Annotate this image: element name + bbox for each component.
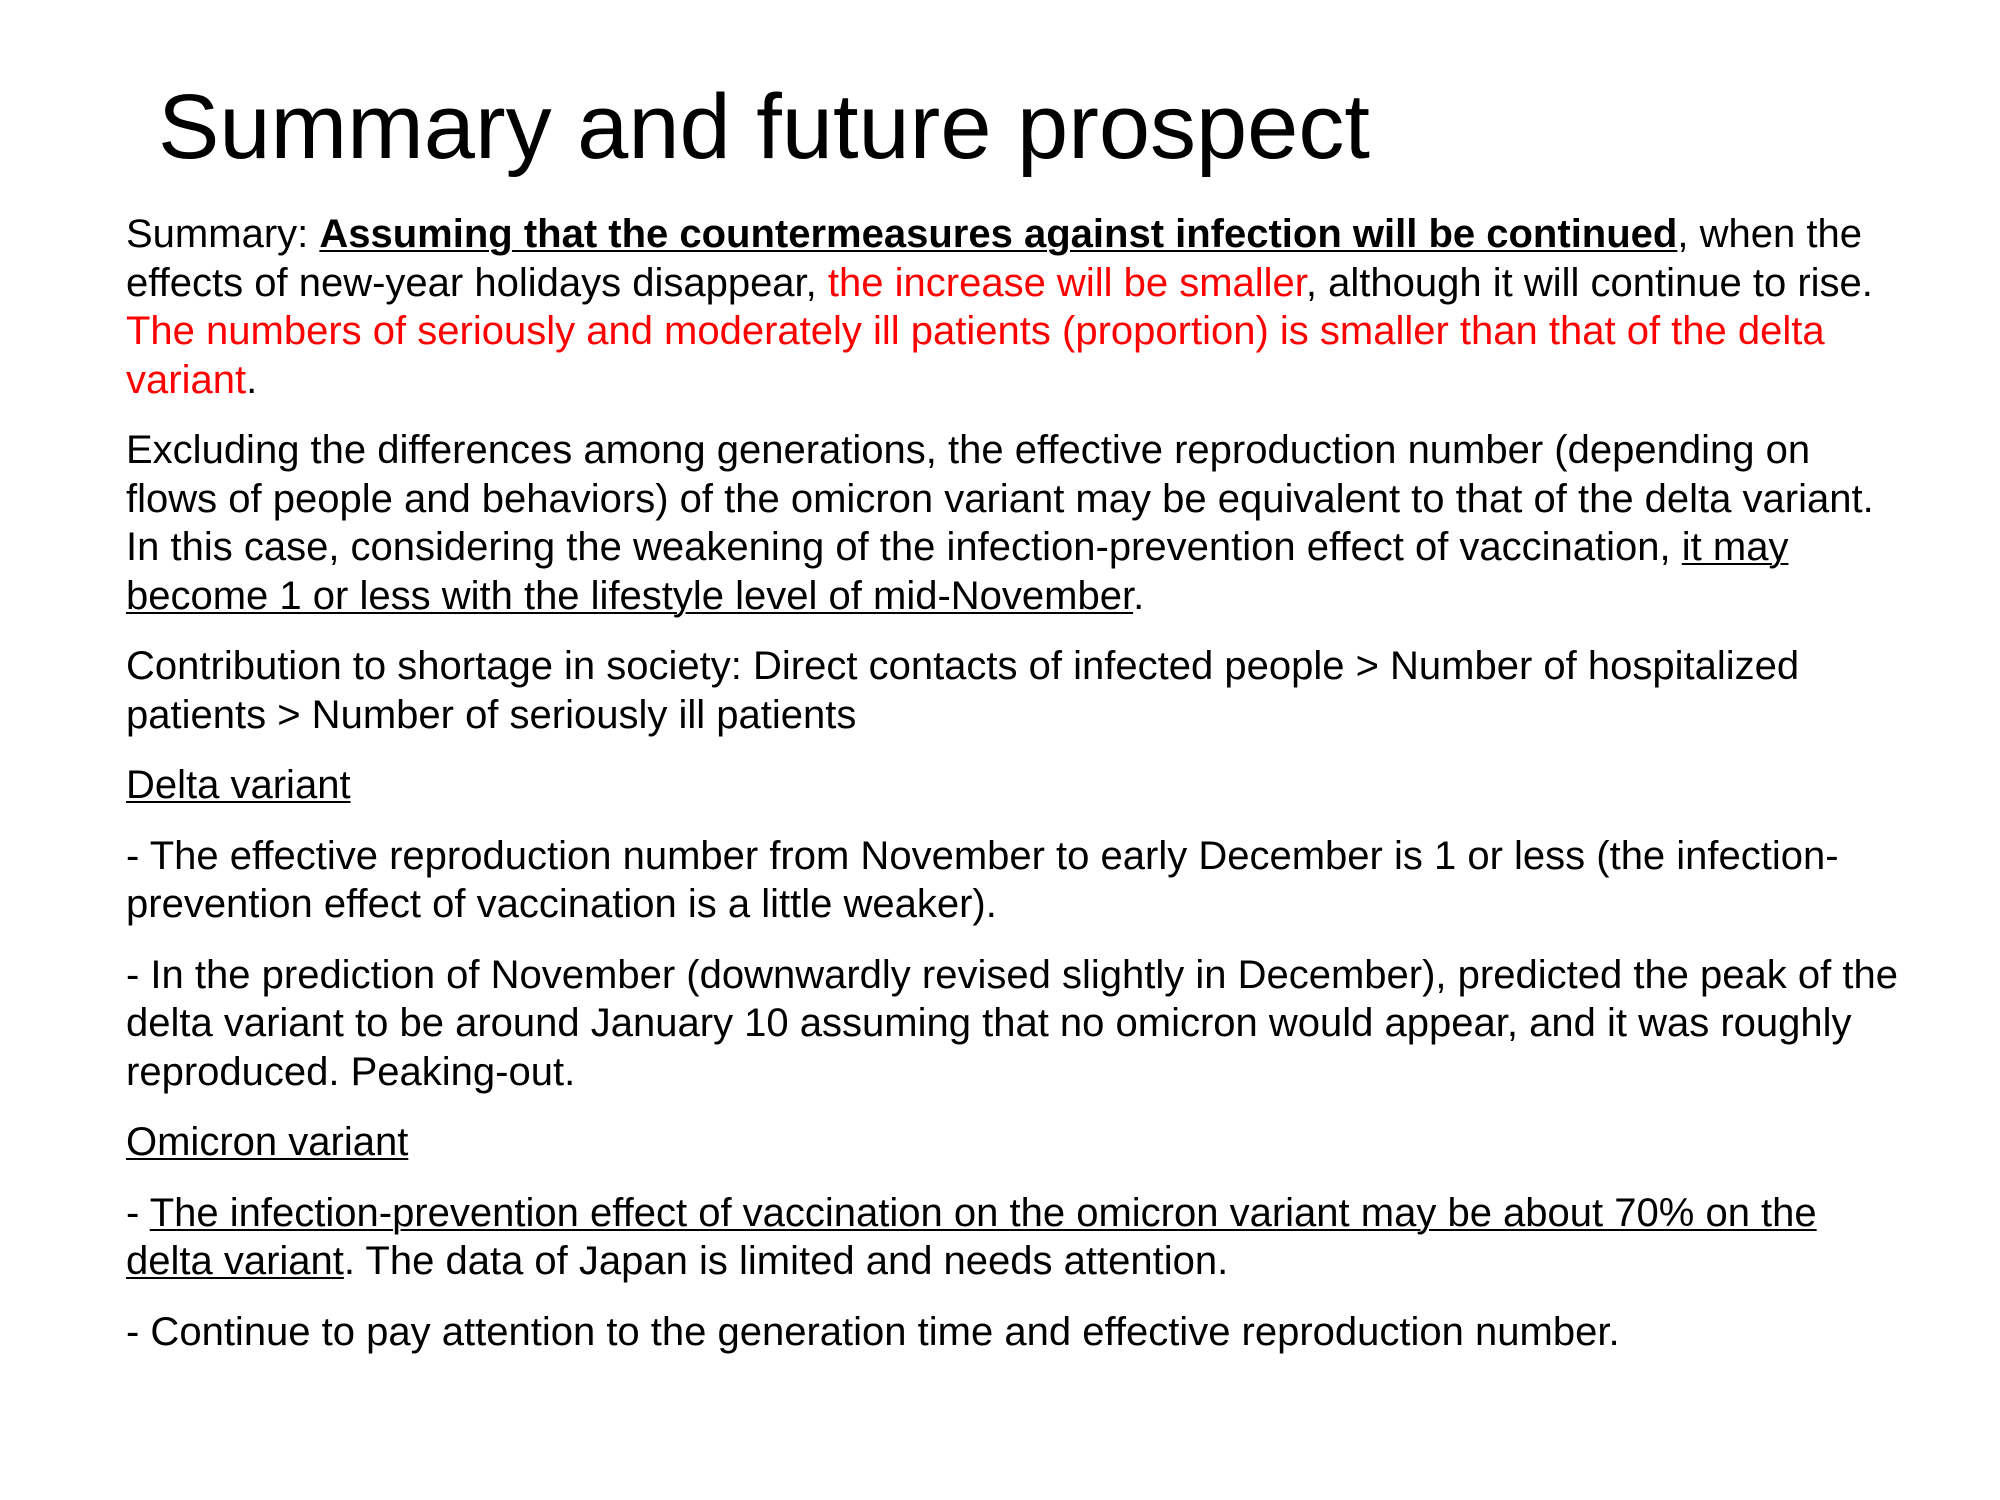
slide-content (126, 210, 1906, 1378)
excluding-end: . (1133, 573, 1145, 618)
delta-heading: Delta variant (126, 763, 351, 807)
omicron-bullet-1-rest: . The data of Japan is limited and needs attention. (343, 1239, 1229, 1283)
summary-comma: , (1677, 212, 1689, 256)
omicron-bullet-2: - Continue to pay attention to the generation time and effective reproduction number. (126, 1309, 1620, 1354)
summary-text-1: when the effects of new-year holidays disappear, (126, 212, 1862, 305)
excluding-paragraph (126, 426, 1906, 620)
delta-bullet-1: - The effective reproduction number from November to early December is 1 or less (the infection-prevention effect of vaccination is a little weaker). (126, 833, 1839, 926)
omicron-bullet-1 (126, 1189, 1906, 1286)
omicron-heading: Omicron variant (126, 1120, 409, 1164)
omicron-bullet-1-prefix: - (126, 1190, 150, 1235)
summary-assumption: Assuming that the countermeasures against infection will be continued (319, 212, 1678, 256)
contribution-paragraph: Contribution to shortage in society: Direct contacts of infected people > Number of hospitalized patients > Number of seriously ill patients (126, 644, 1800, 737)
summary-prefix: Summary: (126, 212, 320, 256)
slide-title: Summary and future prospect (158, 76, 1370, 178)
excluding-text: Excluding the differences among generations, the effective reproduction number (depending on flows of people and behaviors) of the omicron variant may be equivalent to that of the delta variant. In this case, considering the weakening of the infection-prevention effect of vaccination, (126, 428, 1874, 569)
summary-highlight-increase: the increase will be smaller (827, 260, 1306, 305)
excluding-underlined: it may become 1 or less with the lifestyle level of mid-November (126, 525, 1789, 618)
summary-text-2: , although it will continue to rise. (1305, 260, 1873, 305)
omicron-bullet-1-underlined: The infection-prevention effect of vaccination on the omicron variant may be about 70% on the delta variant (126, 1190, 1817, 1283)
summary-end: . (246, 357, 258, 402)
summary-paragraph (126, 210, 1906, 404)
delta-bullet-2: - In the prediction of November (downwardly revised slightly in December), predicted the peak of the delta variant to be around January 10 assuming that no omicron would appear, and it was roughly reproduced. Peaking-out. (126, 952, 1898, 1094)
summary-highlight-ill-patients: The numbers of seriously and moderately ill patients (proportion) is smaller than that of the delta variant (126, 309, 1825, 402)
